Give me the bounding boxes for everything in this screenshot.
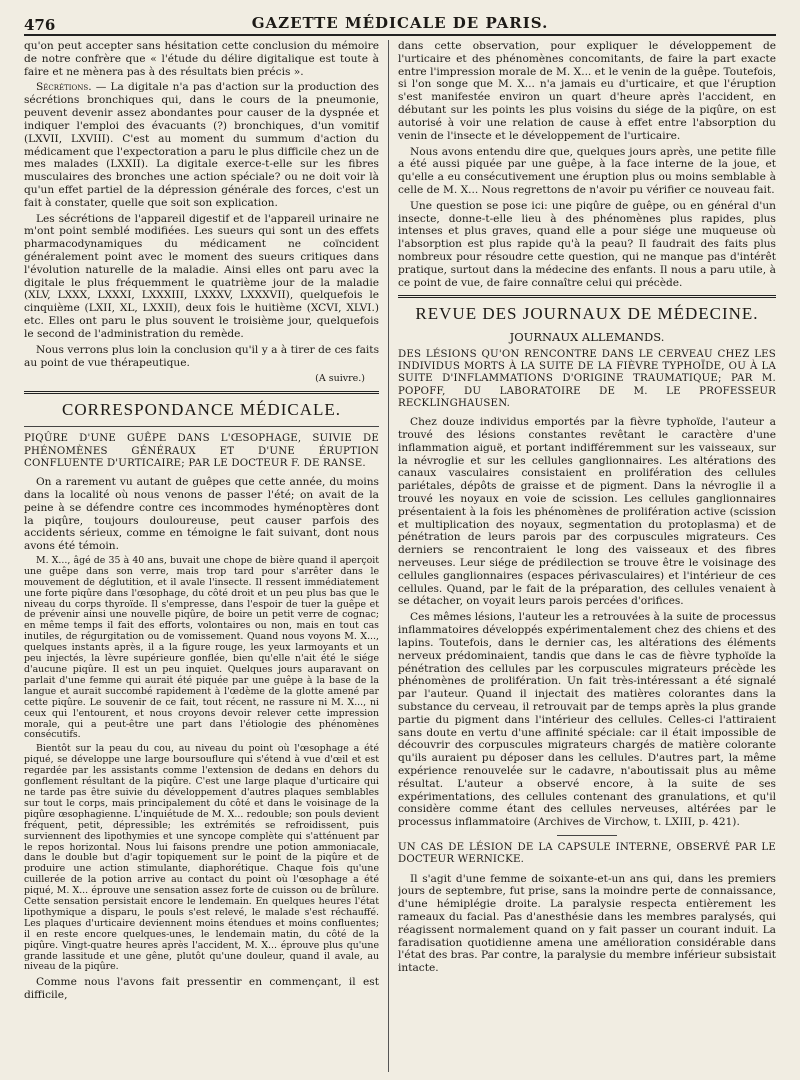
- paragraph: Comme nous l'avons fait pressentir en commençant, il est difficile,: [24, 976, 379, 1002]
- paragraph: Il s'agit d'une femme de soixante-et-un ans qui, dans les premiers jours de septembre, fut prise, sans la moindre perte de connaissance, d'une hémiplégie droite. La paralysie respecta entièrement les rameaux du facial. Pas d'anesthésie dans les membres paralysés, qui réagissent normalement quand on y fait passer un courant induit. La faradisation quotidienne amena une amélioration considérable dans l'état des bras. Par contre, la paralysie du membre inférieur subsistait intacte.: [398, 872, 776, 975]
- journal-title: GAZETTE MÉDICALE DE PARIS.: [251, 14, 549, 32]
- to-be-continued: (A suivre.): [315, 373, 365, 385]
- paragraph: dans cette observation, pour expliquer le développement de l'urticaire et des phénomènes concomitants, de faire la part exacte entre l'impression morale de M. X... et le venin de la guêpe. Toutefois, si l'on songe que M. X... n'a jamais eu d'urticaire, et que l'éruption s'est manifestée environ un quart d'heure après l'accident, en débutant sur les points les plus voisins du siége de la piqûre, on est autorisé à voir une relation de cause à effet entre l'absorption du venin de l'insecte et le développement de l'urticaire.: [398, 40, 776, 142]
- paragraph-text: — La digitale n'a pas d'action sur la production des sécrétions bronchiques qui, dans le cours de la pneumonie, peuvent devenir assez abondantes pour causer de la dyspnée et indiquer l'emploi des évacuants (?) bronchiques, d'un vomitif (LXVII, LXVIII). C'est au moment du summum d'action du médicament que l'expectoration a paru le plus difficile chez un de mes malades (LXXII). La digitale exerce-t-elle sur les fibres musculaires des bronches une action spéciale? ou ne doit voir là qu'un effet partiel de la dépression générale des forces, c'est un fait à constater, quelle que soit son explication.: [24, 81, 379, 209]
- left-column: [24, 40, 379, 1072]
- section-rule: [398, 295, 776, 298]
- separator: [557, 835, 617, 836]
- paragraph: On a rarement vu autant de guêpes que cette année, du moins dans la localité où nous venons de passer l'été; on avait de la peine à se défendre contre ces incommodes hyménoptères dont la piqûre, toujours douloureuse, peut causer parfois des accidents sérieux, comme en témoigne le fait suivant, dont nous avons été témoin.: [24, 476, 379, 553]
- paragraph: Nous verrons plus loin la conclusion qu'il y a à tirer de ces faits au point de vue thérapeutique.: [24, 343, 379, 369]
- paragraph: Nous avons entendu dire que, quelques jours après, une petite fille a été aussi piquée par une guêpe, à la face interne de la joue, et qu'elle a eu consécutivement une éruption plus ou moins semblable à celle de M. X... Nous regrettons de n'avoir pu vérifier ce nouveau fait.: [398, 145, 776, 196]
- page-header: [24, 10, 776, 36]
- section-rule-thin: [24, 426, 379, 427]
- article-title: DES LÉSIONS QU'ON RENCONTRE DANS LE CERVEAU CHEZ LES INDIVIDUS MORTS À LA SUITE DE LA FIÈVRE TYPHOÏDE, OU À LA SUITE D'INFLAMMATIONS D'ORIGINE TRAUMATIQUE; PAR M. POPOFF, DU LABORATOIRE DE M. LE PROFESSEUR RECKLINGHAUSEN.: [398, 348, 776, 409]
- paragraph: [24, 81, 379, 209]
- paragraph: qu'on peut accepter sans hésitation cette conclusion du mémoire de notre confrère que « l'étude du délire digitalique est toute à faire et ne mènera pas à des résultats bien précis ».: [24, 40, 379, 78]
- paragraph: Chez douze individus emportés par la fièvre typhoïde, l'auteur a trouvé des lésions constantes revêtant le caractère d'une inflammation aiguë, et portant indifféremment sur les vaisseaux, sur la névroglie et sur les cellules ganglionnaires. Les altérations des canaux vasculaires consistaient en prolifération des cellules pariétales, dépôts de graisse et de pigment. Dans la névroglie il a trouvé les noyaux en voie de scission. Les cellules ganglionnaires présentaient à la fois les phénomènes de prolifération active (scission et multiplication des noyaux, segmentation du protoplasma) et de pénétration de leurs parois par des corpuscules migrateurs. Ces derniers se rencontraient le long des vaisseaux et des fibres nerveuses. Leur siége de prédilection se trouve être le voisinage des cellules ganglionnaires (espaces périvasculaires) et l'intérieur de ces cellules. Quand, par le fait de la préparation, des cellules venaient à se détacher, on voyait leurs parois percées d'orifices.: [398, 416, 776, 608]
- section-subtitle: JOURNAUX ALLEMANDS.: [509, 330, 665, 344]
- paragraph: M. X..., âgé de 35 à 40 ans, buvait une chope de bière quand il aperçoit une guêpe dans son verre, mais trop tard pour s'arrêter dans le mouvement de déglutition, et il avale l'insecte. Il ressent immédiatement une forte piqûre dans l'œsophage, du côté droit et un peu plus bas que le niveau du corps thyroïde. Il s'empresse, dans l'espoir de tuer la guêpe et de prévenir ainsi une nouvelle piqûre, de boire un petit verre de cognac; en même temps il fait des efforts, volontaires ou non, mais en tout cas inutiles, de régurgitation ou de vomissement. Quand nous voyons M. X..., quelques instants après, il a la figure rouge, les yeux larmoyants et un peu injectés, la lèvre supérieure gonflée, bien qu'elle n'ait été le siége d'aucune piqûre. Il est un peu inquiet. Quelques jours auparavant on parlait d'une femme qui aurait été piquée par une guêpe à la base de la langue et aurait succombé rapidement à l'œdème de la glotte amené par cette piqûre. Le souvenir de ce fait, tout récent, ne rassure ni M. X..., ni ceux qui l'entourent, et nous croyons devoir relever cette impression morale, qui a peut-être une part dans l'étiologie des phénomènes consécutifs.: [24, 554, 379, 741]
- paragraph: Les sécrétions de l'appareil digestif et de l'appareil urinaire ne m'ont point semblé modifiées. Les sueurs qui sont un des effets pharmacodynamiques du médicament ne coïncident généralement point avec le moment des sueurs critiques dans l'évolution naturelle de la maladie. Ainsi elles ont paru avec la digitale le plus fréquemment le quatrième jour de la maladie (XLV, LXXX, LXXXI, LXXXIII, LXXXV, LXXXVII), quelquefois le cinquième (LXII, XL, LXXII), deux fois le huitième (XCVI, XLVI.) etc. Elles ont paru le plus souvent le troisième jour, quelquefois le second de l'administration du remède.: [24, 212, 379, 340]
- paragraph: Ces mêmes lésions, l'auteur les a retrouvées à la suite de processus inflammatoires développés expérimentalement chez des chiens et des lapins. Toutefois, dans le dernier cas, les altérations des éléments nerveux prédominaient, tandis que dans le cas de fièvre typhoïde la pénétration des cellules par les corpuscules migrateurs précède les phénomènes de prolifération. Un fait très-intéressant a été signalé par l'auteur. Quand il injectait des matières colorantes dans la substance du cerveau, il retrouvait par de temps après la plus grande partie du pigment dans l'intérieur des cellules. Celles-ci l'attiraient sans doute en vertu d'une affinité spéciale: car il était impossible de découvrir des corpuscules migrateurs chargés de matière colorante qu'ils auraient pu déposer dans les cellules. D'autres part, la même expérience renouvelée sur le cadavre, n'aboutissait plus au même résultat. L'auteur a observé encore, à la suite de ses expérimentations, des cellules contenant des granulations, et qu'il considère comme étant des cellules nerveuses, altérées par le processus inflammatoire (Archives de Virchow, t. LXIII, p. 421).: [398, 611, 776, 829]
- right-column: [398, 40, 776, 1072]
- article-title: UN CAS DE LÉSION DE LA CAPSULE INTERNE, OBSERVÉ PAR LE DOCTEUR WERNICKE.: [398, 842, 776, 866]
- section-title: REVUE DES JOURNAUX DE MÉDECINE.: [415, 304, 759, 324]
- page-number: 476: [24, 16, 56, 34]
- section-rule: [24, 391, 379, 394]
- section-title: CORRESPONDANCE MÉDICALE.: [61, 399, 342, 419]
- paragraph: Une question se pose ici: une piqûre de guêpe, ou en général d'un insecte, donne-t-elle lieu à des phénomènes plus rapides, plus intenses et plus graves, quand elle a pour siége une muqueuse où l'absorption est plus rapide qu'à la peau? Il faudrait des faits plus nombreux pour résoudre cette question, qui ne manque pas d'intérêt pratique, surtout dans la médecine des enfants. Il nous a paru utile, à ce point de vue, de faire connaître celui qui précède.: [398, 199, 776, 289]
- run-in-heading: Sécrétions.: [36, 81, 92, 94]
- article-title: PIQÛRE D'UNE GUÊPE DANS L'ŒSOPHAGE, SUIVIE DE PHÉNOMÈNES GÉNÉRAUX ET D'UNE ÉRUPTION CONFLUENTE D'URTICAIRE; PAR LE DOCTEUR F. DE RANSE.: [24, 433, 379, 469]
- column-divider: [388, 40, 389, 1072]
- paragraph: Bientôt sur la peau du cou, au niveau du point où l'œsophage a été piqué, se développe une large boursouflure qui s'étend à vue d'œil et est regardée par les assistants comme l'extension de dedans en dehors du gonflement résultant de la piqûre. C'est une large plaque d'urticaire qui ne tarde pas être suivie du développement d'autres plaques semblables sur tout le corps, mais principalement du côté et dans le voisinage de la piqûre œsophagienne. L'inquiétude de M. X... redouble; son pouls devient fréquent, petit, dépressible; les extrémités se refroidissent, puis surviennent des lipothymies et une syncope complète qui s'atténuent par le repos horizontal. Nous lui faisons prendre une potion ammoniacale, dans le double but d'agir topiquement sur le point de la piqûre et de produire une action stimulante, diaphorétique. Chaque fois qu'une cuillerée de la potion arrive au contact du point où l'œsophage a été piqué, M. X... éprouve une sensation assez forte de cuisson ou de brûlure. Cette sensation persistait encore le lendemain. En quelques heures l'état lipothymique a disparu, le pouls s'est relevé, le malade s'est réchauffé. Les plaques d'urticaire deviennent moins étendues et moins confluentes; il en reste encore quelques-unes, le lendemain matin, du côté de la piqûre. Vingt-quatre heures après l'accident, M. X... éprouve plus qu'une grande lassitude et une gêne, plutôt qu'une douleur, quand il avale, au niveau de la piqûre.: [24, 743, 379, 973]
